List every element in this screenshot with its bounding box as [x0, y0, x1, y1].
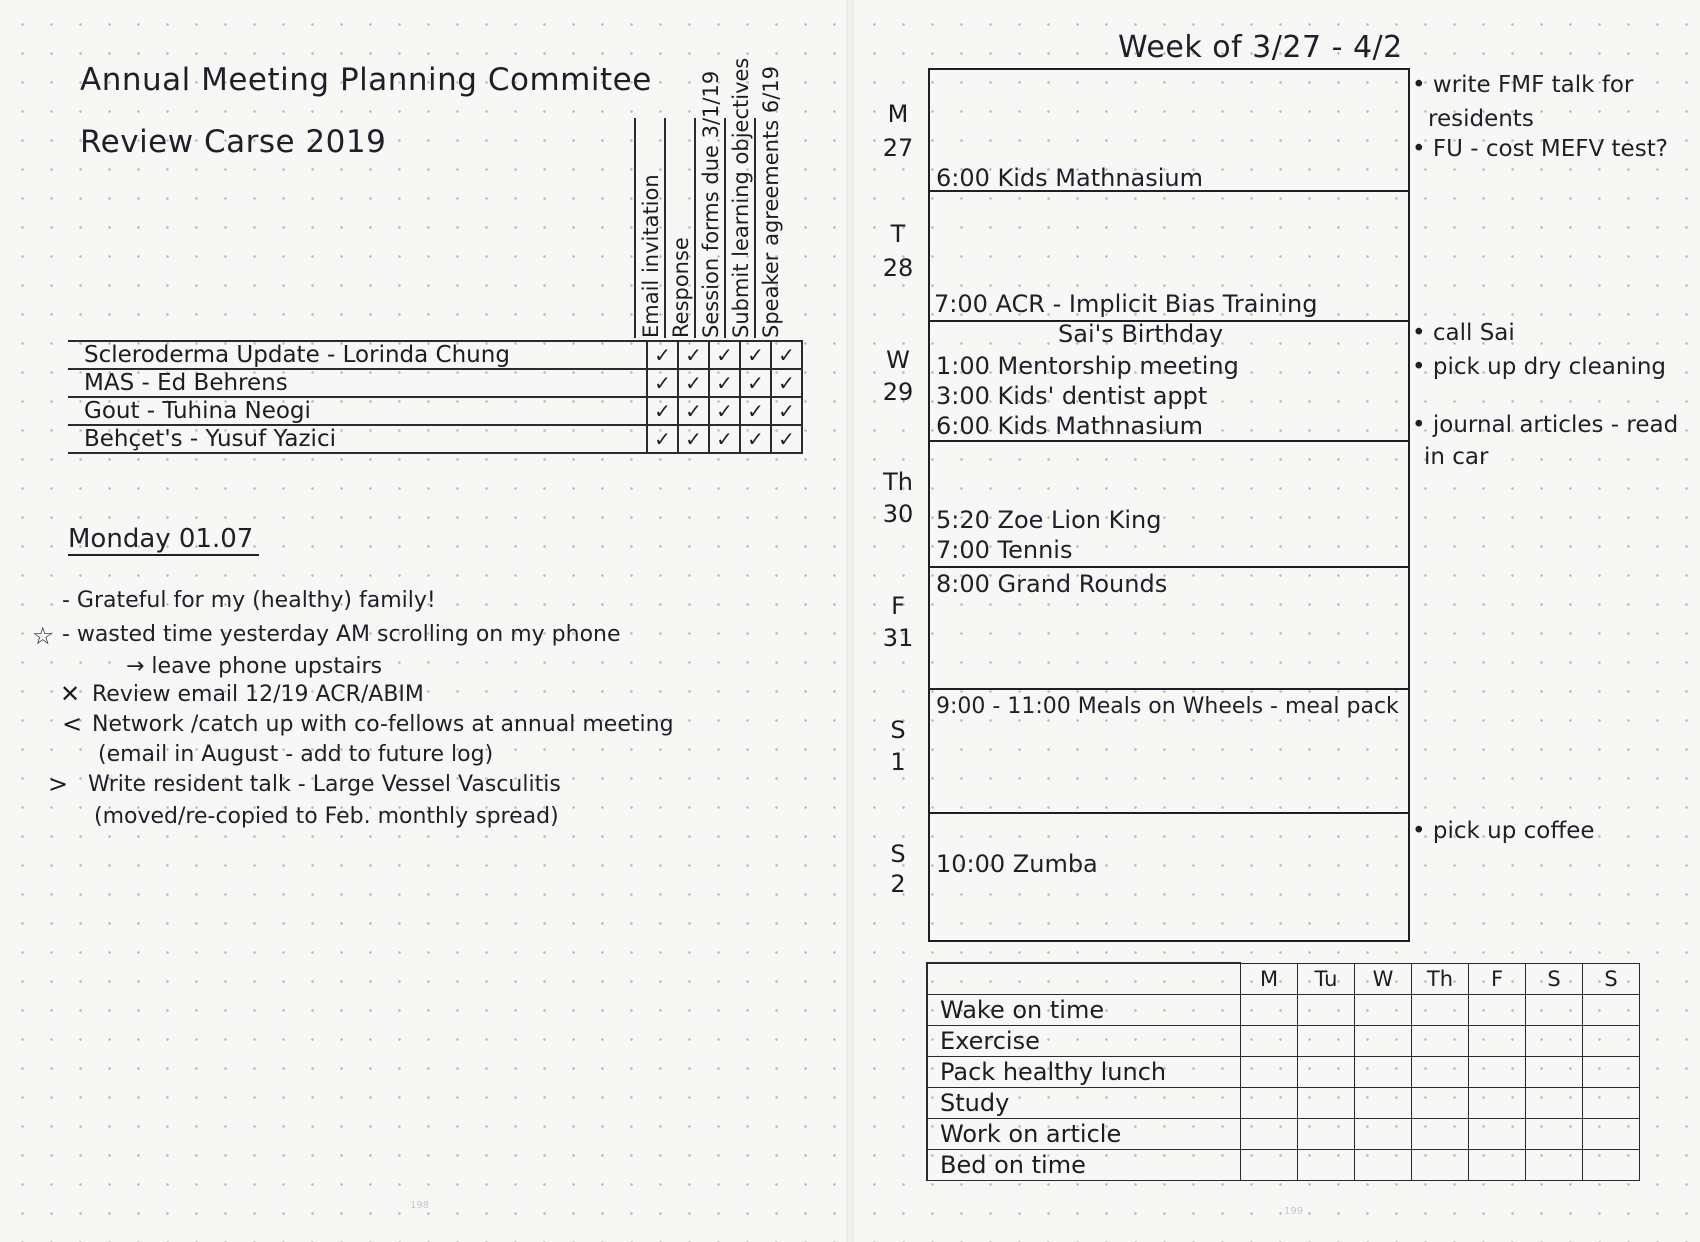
weekly-schedule-box [928, 68, 1410, 942]
column-header-email-invitation: Email invitation [634, 118, 666, 338]
daily-log-heading: Monday 01.07 [68, 524, 259, 556]
event-item: 1:00 Mentorship meeting [936, 352, 1239, 380]
day-label-wednesday: W [886, 346, 910, 374]
column-header-session-forms: Session forms due 3/1/19 [694, 118, 726, 338]
habit-day-header: Th [1412, 963, 1469, 995]
habit-cell [1469, 1057, 1526, 1088]
habit-cell [1583, 1057, 1640, 1088]
committee-subtitle: Review Carse 2019 [80, 124, 387, 160]
check-mark: ✓ [771, 397, 802, 425]
log-entry-text: Network /catch up with co-fellows at annual meeting [92, 712, 674, 737]
habit-cell [1469, 1119, 1526, 1150]
side-note: • FU - cost MEFV test? [1412, 136, 1668, 162]
day-label-sunday: S [890, 840, 906, 868]
event-item: 7:00 ACR - Implicit Bias Training [934, 290, 1318, 318]
check-mark: ✓ [771, 425, 802, 453]
habit-name: Exercise [927, 1026, 1241, 1057]
check-mark: ✓ [709, 341, 740, 369]
table-row [927, 1119, 1640, 1150]
habit-cell [1298, 1150, 1355, 1181]
event-item: 5:20 Zoe Lion King [936, 506, 1162, 534]
event-item: 6:00 Kids Mathnasium [936, 412, 1204, 440]
table-row [927, 1057, 1640, 1088]
event-item: 9:00 - 11:00 Meals on Wheels - meal pack [936, 694, 1399, 719]
day-number: 2 [890, 870, 906, 898]
log-entry-text: (email in August - add to future log) [98, 742, 494, 767]
table-row [68, 341, 802, 369]
check-mark: ✓ [771, 341, 802, 369]
notebook-gutter [846, 0, 854, 1242]
check-mark: ✓ [771, 369, 802, 397]
day-divider [930, 566, 1408, 568]
habit-cell [1469, 995, 1526, 1026]
habit-cell [1412, 1150, 1469, 1181]
habit-cell [1298, 1119, 1355, 1150]
day-number: 27 [882, 134, 914, 162]
check-mark: ✓ [709, 425, 740, 453]
habit-cell [1583, 1150, 1640, 1181]
day-number: 28 [882, 254, 914, 282]
habit-cell [1583, 1026, 1640, 1057]
event-item: Sai's Birthday [1058, 320, 1224, 348]
day-number: 30 [882, 500, 914, 528]
habit-cell [1298, 1057, 1355, 1088]
habit-cell [1355, 1057, 1412, 1088]
log-entry-text: → leave phone upstairs [126, 654, 383, 679]
habit-cell [1412, 1057, 1469, 1088]
check-mark: ✓ [740, 341, 771, 369]
habit-cell [1241, 1150, 1298, 1181]
habit-cell [1412, 1119, 1469, 1150]
habit-cell [1355, 1150, 1412, 1181]
check-mark: ✓ [740, 369, 771, 397]
page-number-right: 199 [1284, 1206, 1304, 1217]
habit-cell [1583, 995, 1640, 1026]
habit-cell [1241, 1026, 1298, 1057]
habit-name: Wake on time [927, 995, 1241, 1026]
habit-name: Study [927, 1088, 1241, 1119]
table-row [927, 1150, 1640, 1181]
column-header-learning-objectives: Submit learning objectives [724, 118, 756, 338]
habit-cell [1526, 1026, 1583, 1057]
habit-day-header: Tu [1298, 963, 1355, 995]
session-name: Behçet's - Yusuf Yazici [68, 425, 647, 453]
page-number-left: 198 [410, 1200, 430, 1211]
habit-cell [1583, 1088, 1640, 1119]
column-header-response: Response [664, 118, 696, 338]
table-row [68, 369, 802, 397]
habit-tracker-table [926, 962, 1640, 1181]
table-row [927, 995, 1640, 1026]
habit-cell [1526, 1119, 1583, 1150]
day-divider [930, 440, 1408, 442]
habit-day-header: S [1526, 963, 1583, 995]
habit-header-blank [927, 963, 1241, 995]
habit-cell [1241, 1088, 1298, 1119]
habit-cell [1526, 1150, 1583, 1181]
event-item: 3:00 Kids' dentist appt [936, 382, 1208, 410]
check-mark: ✓ [678, 397, 709, 425]
habit-name: Bed on time [927, 1150, 1241, 1181]
check-mark: ✓ [709, 369, 740, 397]
week-title: Week of 3/27 - 4/2 [1118, 30, 1403, 65]
star-icon: ☆ [32, 622, 54, 650]
habit-day-header: M [1241, 963, 1298, 995]
habit-cell [1526, 1057, 1583, 1088]
habit-cell [1241, 1057, 1298, 1088]
check-mark: ✓ [740, 425, 771, 453]
habit-name: Work on article [927, 1119, 1241, 1150]
habit-day-header: F [1469, 963, 1526, 995]
day-label-thursday: Th [883, 468, 913, 496]
day-label-tuesday: T [890, 220, 906, 248]
session-name: Gout - Tuhina Neogi [68, 397, 647, 425]
table-row [927, 1088, 1640, 1119]
table-row [927, 963, 1640, 995]
habit-cell [1241, 995, 1298, 1026]
habit-day-header: W [1355, 963, 1412, 995]
log-entry-text: Write resident talk - Large Vessel Vasculitis [88, 772, 561, 797]
check-mark: ✓ [740, 397, 771, 425]
habit-cell [1355, 1088, 1412, 1119]
day-divider [930, 812, 1408, 814]
table-row [927, 1026, 1640, 1057]
session-name: Scleroderma Update - Lorinda Chung [68, 341, 647, 369]
side-note: residents [1428, 106, 1534, 132]
habit-cell [1469, 1150, 1526, 1181]
check-mark: ✓ [709, 397, 740, 425]
completed-x-icon: ✕ [60, 680, 81, 708]
day-label-saturday: S [890, 716, 906, 744]
habit-cell [1298, 1026, 1355, 1057]
side-note: in car [1424, 444, 1489, 470]
habit-cell [1241, 1119, 1298, 1150]
habit-cell [1355, 1119, 1412, 1150]
check-mark: ✓ [678, 341, 709, 369]
habit-cell [1469, 1026, 1526, 1057]
check-mark: ✓ [647, 397, 678, 425]
migrated-icon: > [48, 770, 69, 798]
habit-day-header: S [1583, 963, 1640, 995]
habit-cell [1526, 995, 1583, 1026]
habit-cell [1412, 1026, 1469, 1057]
log-entry-text: Review email 12/19 ACR/ABIM [92, 682, 424, 707]
check-mark: ✓ [647, 425, 678, 453]
session-name: MAS - Ed Behrens [68, 369, 647, 397]
habit-cell [1298, 995, 1355, 1026]
check-mark: ✓ [678, 369, 709, 397]
day-number: 1 [890, 748, 906, 776]
log-entry-text: - Grateful for my (healthy) family! [62, 588, 436, 613]
event-item: 10:00 Zumba [936, 850, 1098, 878]
check-mark: ✓ [647, 369, 678, 397]
day-divider [930, 688, 1408, 690]
side-note: • call Sai [1412, 320, 1515, 346]
log-entry-text: (moved/re-copied to Feb. monthly spread) [94, 804, 559, 829]
side-note: • write FMF talk for [1412, 72, 1634, 98]
habit-cell [1298, 1088, 1355, 1119]
scheduled-icon: < [62, 710, 83, 738]
habit-cell [1412, 1088, 1469, 1119]
habit-cell [1412, 995, 1469, 1026]
habit-cell [1355, 1026, 1412, 1057]
side-note: • pick up coffee [1412, 818, 1595, 844]
habit-cell [1526, 1088, 1583, 1119]
habit-cell [1469, 1088, 1526, 1119]
side-note: • pick up dry cleaning [1412, 354, 1667, 380]
day-number: 29 [882, 378, 914, 406]
event-item: 6:00 Kids Mathnasium [936, 164, 1204, 192]
day-number: 31 [882, 624, 914, 652]
log-entry-text: - wasted time yesterday AM scrolling on my phone [62, 622, 621, 647]
sessions-checklist-table [68, 340, 803, 454]
check-mark: ✓ [678, 425, 709, 453]
committee-title: Annual Meeting Planning Commitee [80, 62, 652, 98]
table-row [68, 425, 802, 453]
habit-name: Pack healthy lunch [927, 1057, 1241, 1088]
column-header-speaker-agreements: Speaker agreements 6/19 [754, 118, 786, 338]
event-item: 8:00 Grand Rounds [936, 570, 1168, 598]
event-item: 7:00 Tennis [936, 536, 1073, 564]
check-mark: ✓ [647, 341, 678, 369]
table-row [68, 397, 802, 425]
day-label-monday: M [887, 100, 909, 128]
habit-cell [1355, 995, 1412, 1026]
habit-cell [1583, 1119, 1640, 1150]
side-note: • journal articles - read [1412, 412, 1679, 438]
day-label-friday: F [891, 592, 905, 620]
